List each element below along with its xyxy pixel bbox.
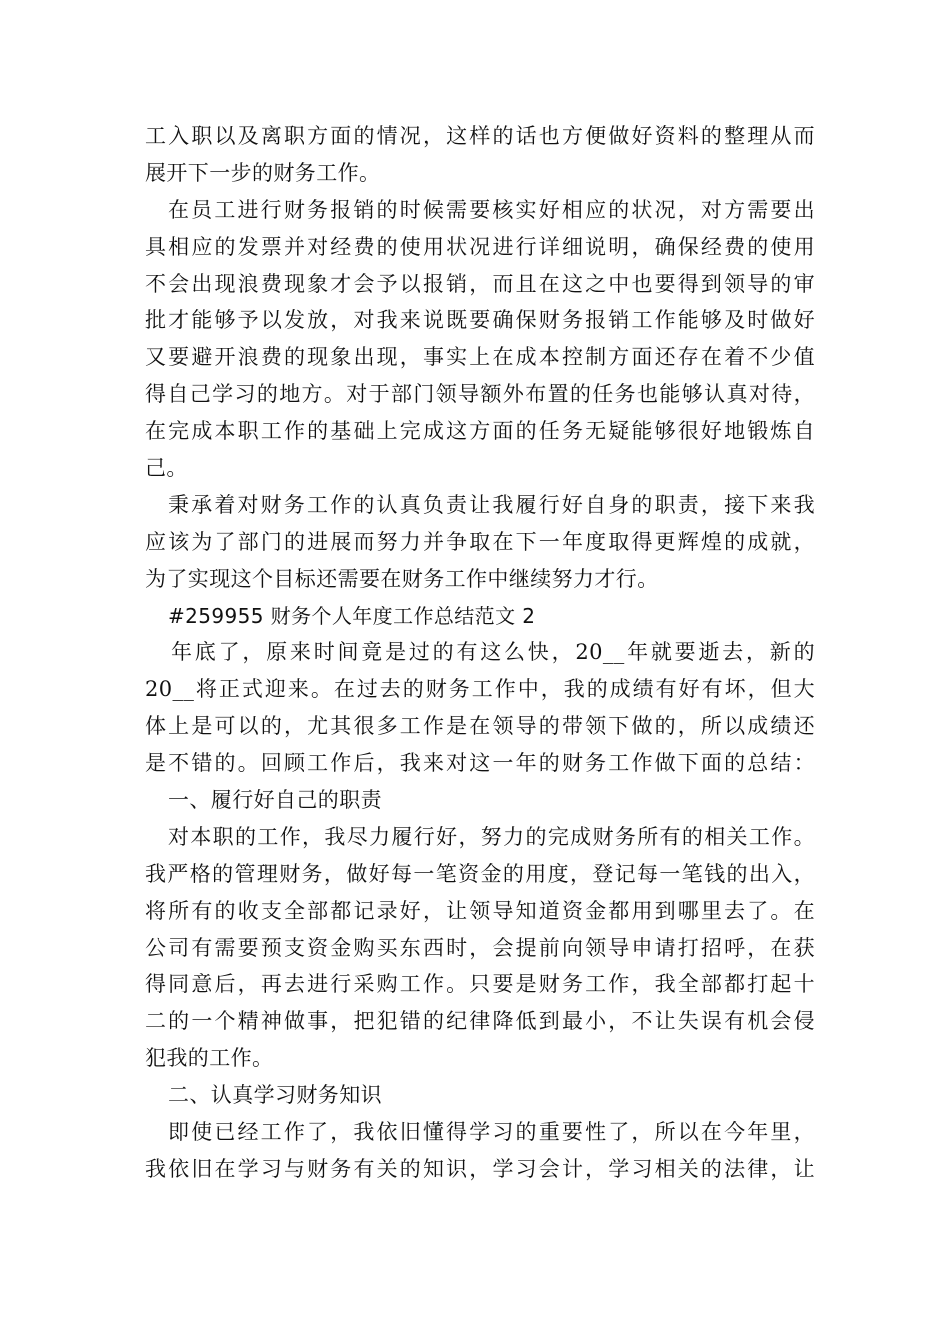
text-line: 二、认真学习财务知识 xyxy=(168,1083,382,1108)
section-heading: #259955 财务个人年度工作总结范文 2 xyxy=(168,603,536,628)
text-line: 得同意后，再去进行采购工作。只要是财务工作，我全部都打起十 xyxy=(145,972,815,997)
text-line: 展开下一步的财务工作。 xyxy=(145,160,381,185)
text-line: 得自己学习的地方。对于部门领导额外布置的任务也能够认真对待， xyxy=(145,382,815,407)
text-line: 将所有的收支全部都记录好，让领导知道资金都用到哪里去了。在 xyxy=(145,898,815,923)
text-line: 公司有需要预支资金购买东西时，会提前向领导申请打招呼，在获 xyxy=(145,935,815,960)
text-line: 体上是可以的，尤其很多工作是在领导的带领下做的，所以成绩还 xyxy=(145,714,815,739)
text-line: 年底了，原来时间竟是过的有这么快，20__年就要逝去，新的 xyxy=(171,640,815,665)
text-line: 犯我的工作。 xyxy=(145,1046,274,1071)
text-line: 二的一个精神做事，把犯错的纪律降低到最小，不让失误有机会侵 xyxy=(145,1009,815,1034)
text-line: 又要避开浪费的现象出现，事实上在成本控制方面还存在着不少值 xyxy=(145,345,815,370)
text-line: 对本职的工作，我尽力履行好，努力的完成财务所有的相关工作。 xyxy=(168,824,815,849)
text-line: 20__将正式迎来。在过去的财务工作中，我的成绩有好有坏，但大 xyxy=(145,677,815,702)
text-line: 我依旧在学习与财务有关的知识，学习会计，学习相关的法律，让 xyxy=(145,1156,815,1181)
text-line: 具相应的发票并对经费的使用状况进行详细说明，确保经费的使用 xyxy=(145,234,815,259)
text-line: 秉承着对财务工作的认真负责让我履行好自身的职责，接下来我 xyxy=(168,492,815,517)
text-line: 即使已经工作了，我依旧懂得学习的重要性了，所以在今年里， xyxy=(168,1120,815,1145)
text-line: 己。 xyxy=(145,456,188,481)
document-body xyxy=(145,118,815,1188)
text-line: 工入职以及离职方面的情况，这样的话也方便做好资料的整理从而 xyxy=(145,124,815,148)
text-line: 批才能够予以发放，对我来说既要确保财务报销工作能够及时做好 xyxy=(145,308,815,333)
text-line: 应该为了部门的进展而努力并争取在下一年度取得更辉煌的成就， xyxy=(145,529,815,554)
text-line: 是不错的。回顾工作后，我来对这一年的财务工作做下面的总结： xyxy=(145,751,815,776)
text-line: 我严格的管理财务，做好每一笔资金的用度，登记每一笔钱的出入， xyxy=(145,861,815,886)
text-line: 在员工进行财务报销的时候需要核实好相应的状况，对方需要出 xyxy=(168,197,815,222)
text-line: 不会出现浪费现象才会予以报销，而且在这之中也要得到领导的审 xyxy=(145,271,815,296)
text-line: 为了实现这个目标还需要在财务工作中继续努力才行。 xyxy=(145,566,659,591)
text-line: 一、履行好自己的职责 xyxy=(168,788,382,813)
text-line: 在完成本职工作的基础上完成这方面的任务无疑能够很好地锻炼自 xyxy=(145,419,815,444)
